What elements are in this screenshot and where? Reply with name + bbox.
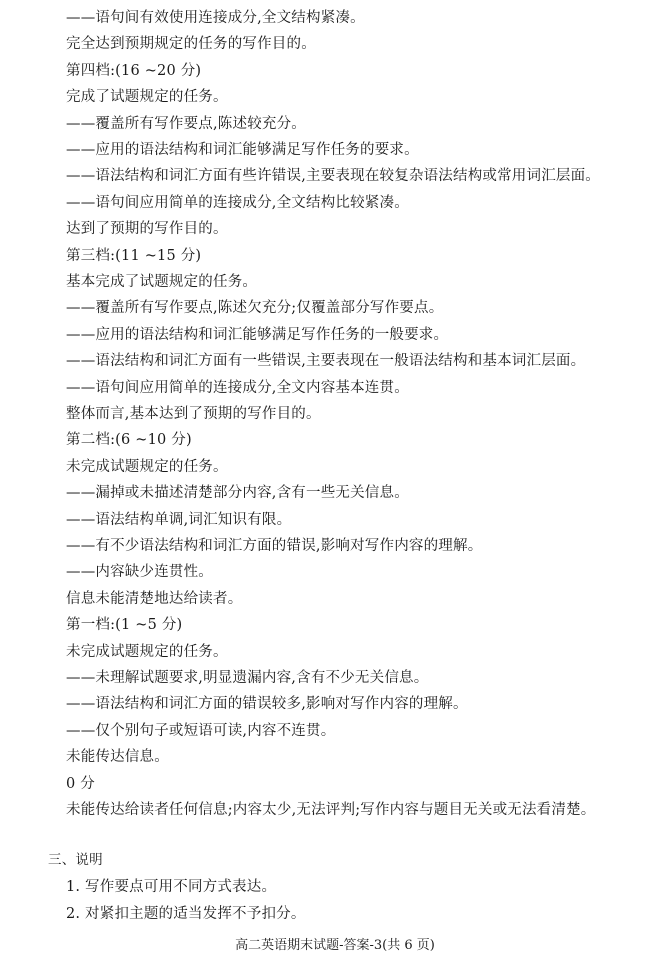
criteria-line: ——语法结构和词汇方面的错误较多,影响对写作内容的理解。: [66, 696, 468, 713]
criteria-line: ——覆盖所有写作要点,陈述较充分。: [66, 115, 307, 132]
criteria-line: ——覆盖所有写作要点,陈述欠充分;仅覆盖部分写作要点。: [66, 300, 444, 317]
note-item: 1. 写作要点可用不同方式表达。: [66, 879, 277, 895]
criteria-line: ——语句间有效使用连接成分,全文结构紧凑。: [66, 10, 365, 26]
criteria-line: 第四档:(16 ~20 分): [66, 62, 202, 79]
criteria-line: 完全达到预期规定的任务的写作目的。: [66, 36, 316, 53]
criteria-line: 信息未能清楚地达给读者。: [66, 590, 243, 607]
criteria-line: 基本完成了试题规定的任务。: [66, 274, 258, 290]
criteria-line: ——语句间应用简单的连接成分,全文内容基本连贯。: [66, 379, 409, 396]
criteria-line: ——有不少语法结构和词汇方面的错误,影响对写作内容的理解。: [66, 538, 483, 554]
criteria-line: ——语法结构单调,词汇知识有限。: [66, 511, 292, 528]
criteria-line: ——语法结构和词汇方面有一些错误,主要表现在一般语法结构和基本词汇层面。: [66, 353, 586, 370]
section-heading: 三、说明: [48, 852, 103, 868]
criteria-line: 未能传达给读者任何信息;内容太少,无法评判;写作内容与题目无关或无法看清楚。: [66, 802, 596, 818]
criteria-line: 未能传达信息。: [66, 749, 169, 766]
criteria-line: ——应用的语法结构和词汇能够满足写作任务的一般要求。: [66, 326, 449, 343]
criteria-line: ——仅个别句子或短语可读,内容不连贯。: [66, 722, 336, 739]
criteria-line: 第二档:(6 ~10 分): [66, 432, 192, 449]
criteria-line: ——语法结构和词汇方面有些许错误,主要表现在较复杂语法结构或常用词汇层面。: [66, 168, 601, 185]
criteria-line: ——应用的语法结构和词汇能够满足写作任务的要求。: [66, 142, 419, 158]
criteria-line: 0 分: [66, 775, 95, 792]
criteria-line: ——语句间应用简单的连接成分,全文结构比较紧凑。: [66, 194, 409, 211]
criteria-line: 第三档:(11 ~15 分): [66, 247, 202, 264]
criteria-line: 达到了预期的写作目的。: [66, 221, 228, 238]
criteria-line: 第一档:(1 ~5 分): [66, 617, 183, 634]
criteria-line: ——漏掉或未描述清楚部分内容,含有一些无关信息。: [66, 485, 409, 502]
criteria-line: ——内容缺少连贯性。: [66, 564, 213, 581]
criteria-line: 未完成试题规定的任务。: [66, 458, 228, 475]
criteria-line: 完成了试题规定的任务。: [66, 89, 228, 106]
criteria-line: 未完成试题规定的任务。: [66, 643, 228, 660]
page-footer: 高二英语期末试题-答案-3(共 6 页): [235, 938, 435, 953]
criteria-line: ——未理解试题要求,明显遗漏内容,含有不少无关信息。: [66, 670, 429, 686]
criteria-line: 整体而言,基本达到了预期的写作目的。: [66, 406, 321, 422]
note-item: 2. 对紧扣主题的适当发挥不予扣分。: [66, 906, 306, 922]
